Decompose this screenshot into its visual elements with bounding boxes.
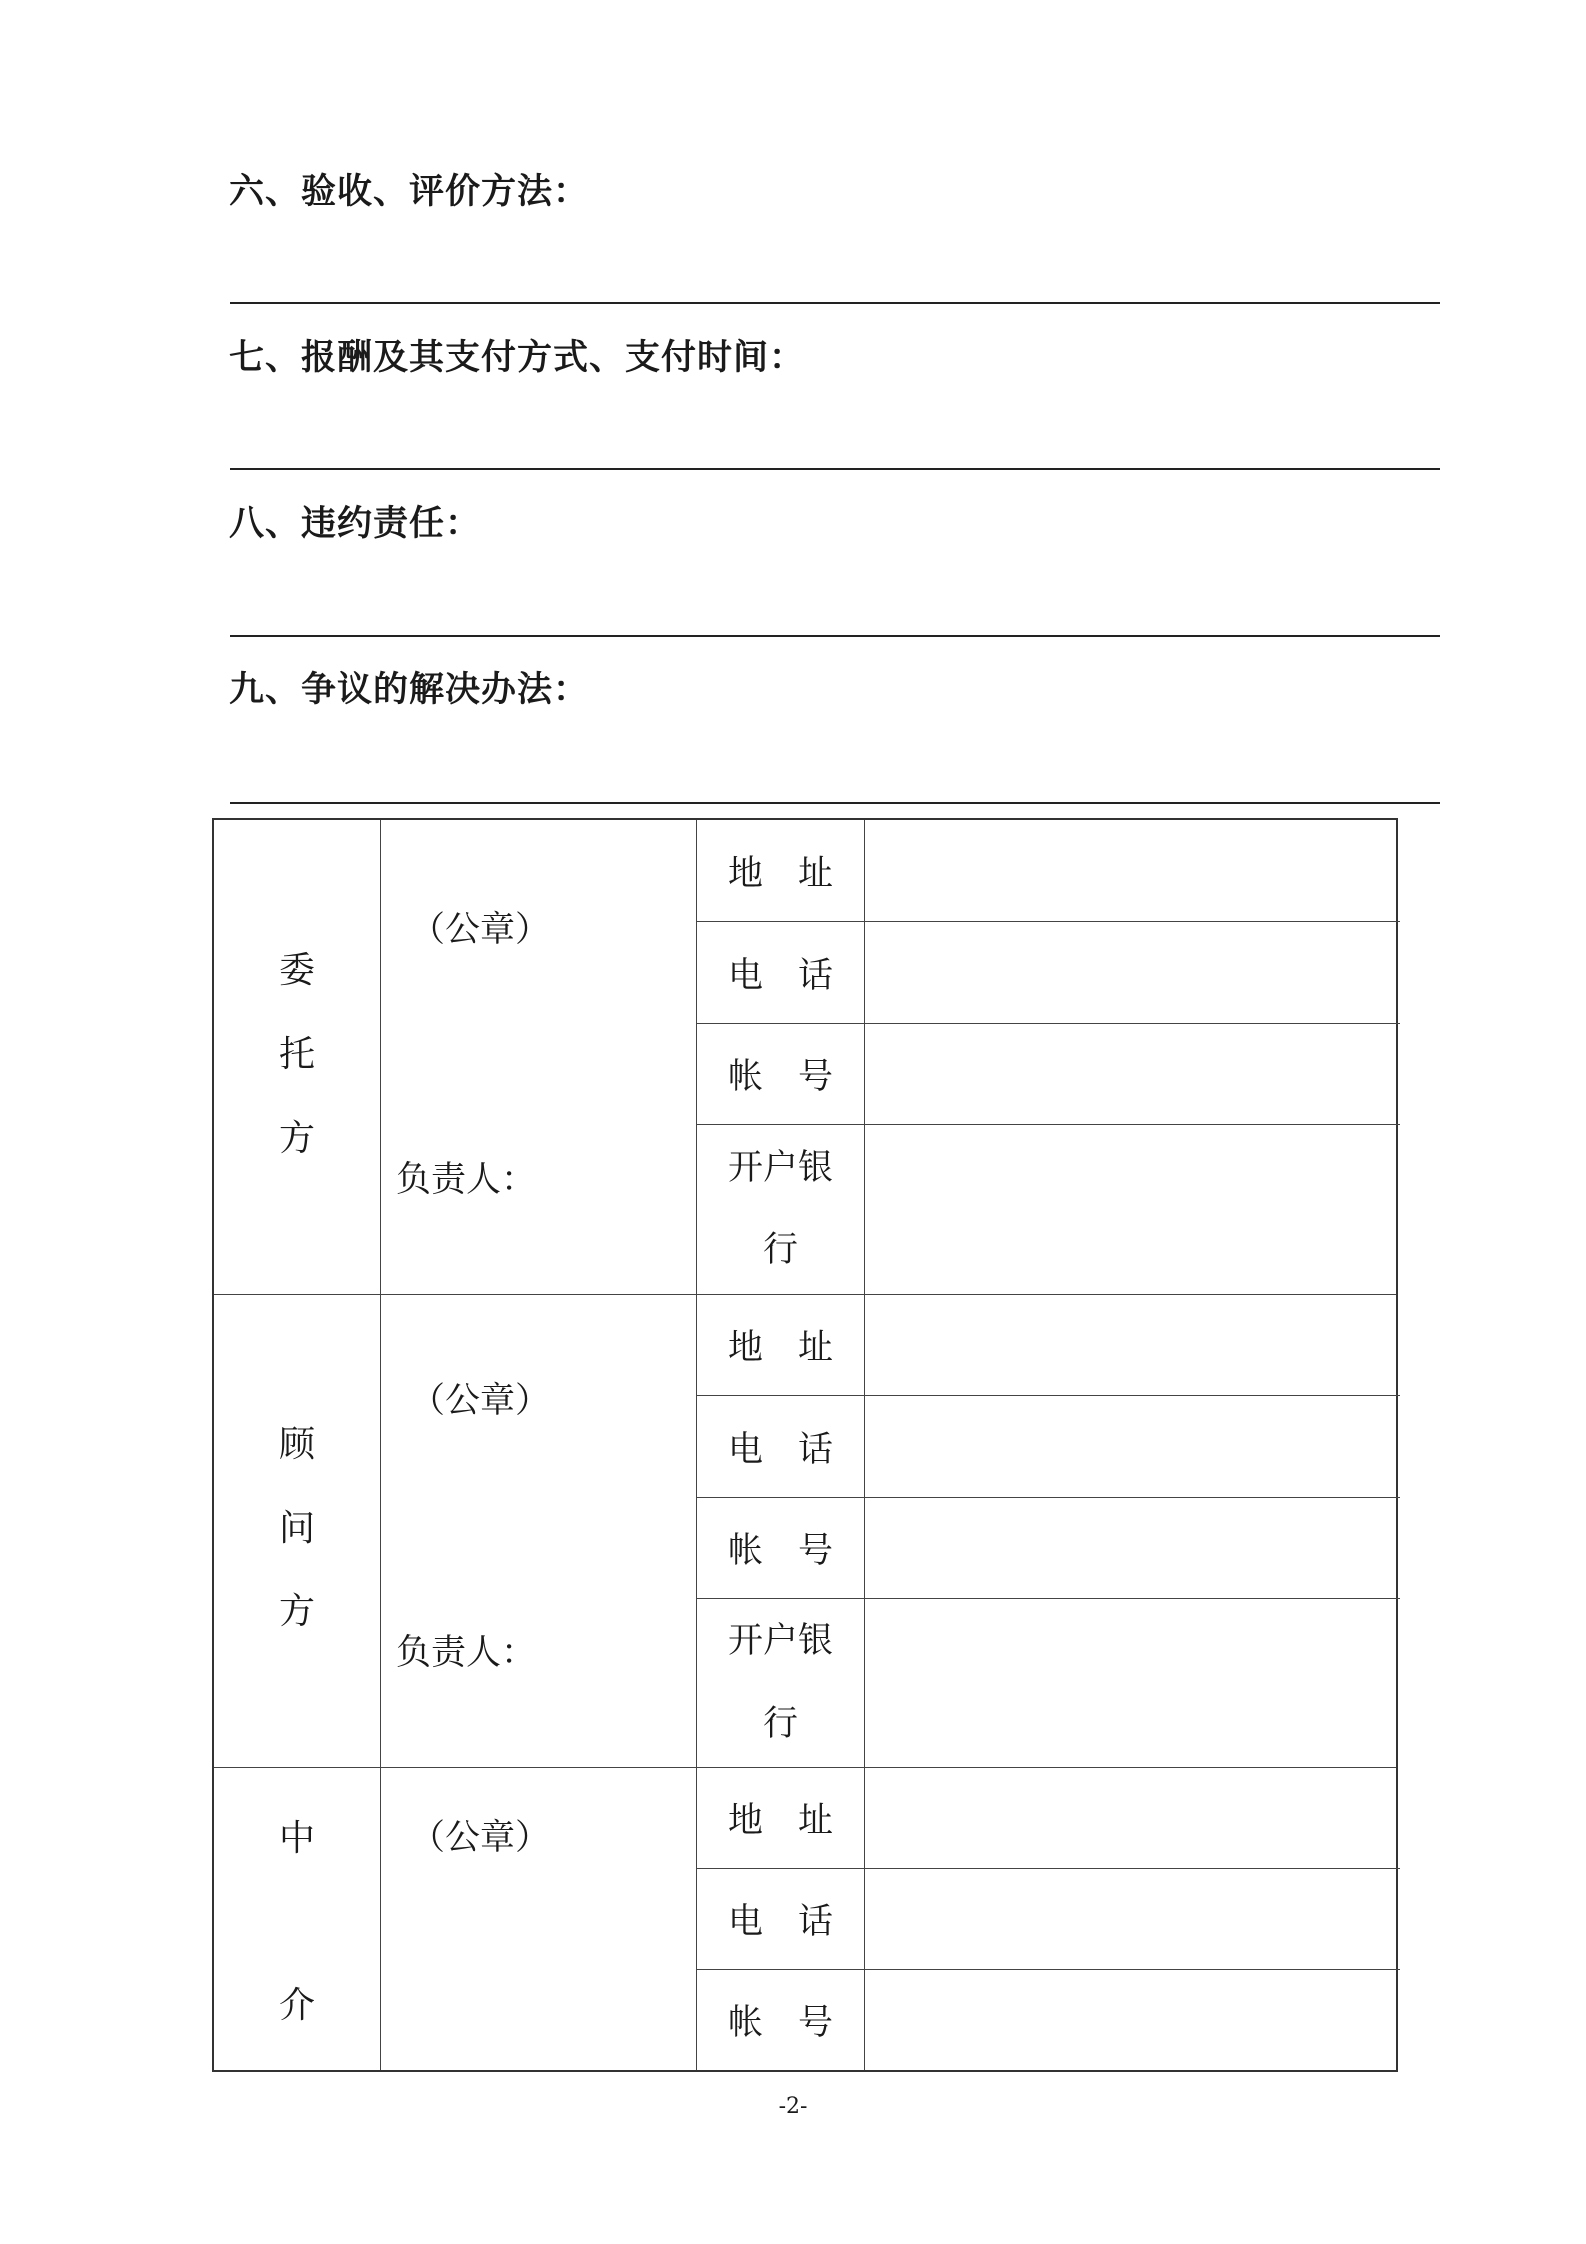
fill-line-acceptance[interactable] — [230, 302, 1440, 304]
bank-label: 开户银 — [727, 1621, 833, 1661]
party-intermediary-name-char: 中 — [278, 1818, 315, 1859]
consultant-account-field[interactable] — [867, 1498, 1400, 1598]
client-address-field[interactable] — [867, 820, 1400, 921]
page-number: -2- — [778, 2094, 808, 2119]
consultant-phone-field[interactable] — [867, 1396, 1400, 1497]
address-label: 地 址 — [727, 1801, 833, 1841]
bank-label: 行 — [762, 1704, 798, 1744]
phone-label: 电 话 — [727, 1430, 833, 1470]
intermediary-phone-field[interactable] — [867, 1869, 1400, 1969]
signature-table — [212, 818, 1398, 2072]
fill-line-dispute[interactable] — [230, 802, 1440, 804]
phone-label: 电 话 — [727, 1902, 833, 1942]
fill-line-payment[interactable] — [230, 468, 1440, 470]
party-consultant-name-char: 顾 — [278, 1424, 315, 1465]
client-account-field[interactable] — [867, 1024, 1400, 1124]
address-label: 地 址 — [727, 854, 833, 894]
account-label: 帐 号 — [727, 1057, 833, 1097]
intermediary-account-field[interactable] — [867, 1970, 1400, 2070]
fill-line-liability[interactable] — [230, 635, 1440, 637]
party-consultant-name-char: 方 — [278, 1591, 315, 1632]
section-heading-liability: 八、违约责任： — [229, 504, 482, 544]
party-client-name-char: 托 — [278, 1034, 315, 1075]
phone-label: 电 话 — [727, 956, 833, 996]
party-intermediary-name-char: 介 — [278, 1985, 315, 2026]
bank-label: 开户银 — [727, 1148, 833, 1188]
seal-label: （公章） — [410, 1818, 551, 1858]
consultant-address-field[interactable] — [867, 1295, 1400, 1395]
party-consultant-name-char: 问 — [278, 1508, 315, 1549]
account-label: 帐 号 — [727, 2003, 833, 2043]
section-heading-acceptance: 六、验收、评价方法： — [229, 172, 590, 212]
party-client-name-char: 委 — [278, 950, 315, 991]
section-heading-payment: 七、报酬及其支付方式、支付时间： — [229, 338, 806, 378]
address-label: 地 址 — [727, 1328, 833, 1368]
table-divider — [380, 820, 381, 2070]
consultant-bank-field[interactable] — [867, 1599, 1400, 1767]
seal-label: （公章） — [410, 910, 551, 950]
section-heading-dispute: 九、争议的解决办法： — [229, 670, 590, 710]
intermediary-address-field[interactable] — [867, 1768, 1400, 1868]
responsible-person-label: 负责人： — [396, 1160, 537, 1200]
responsible-person-label: 负责人： — [396, 1633, 537, 1673]
client-phone-field[interactable] — [867, 922, 1400, 1023]
account-label: 帐 号 — [727, 1531, 833, 1571]
seal-label: （公章） — [410, 1381, 551, 1421]
table-divider — [864, 820, 865, 2070]
client-bank-field[interactable] — [867, 1125, 1400, 1294]
bank-label: 行 — [762, 1230, 798, 1270]
party-client-name-char: 方 — [278, 1118, 315, 1159]
